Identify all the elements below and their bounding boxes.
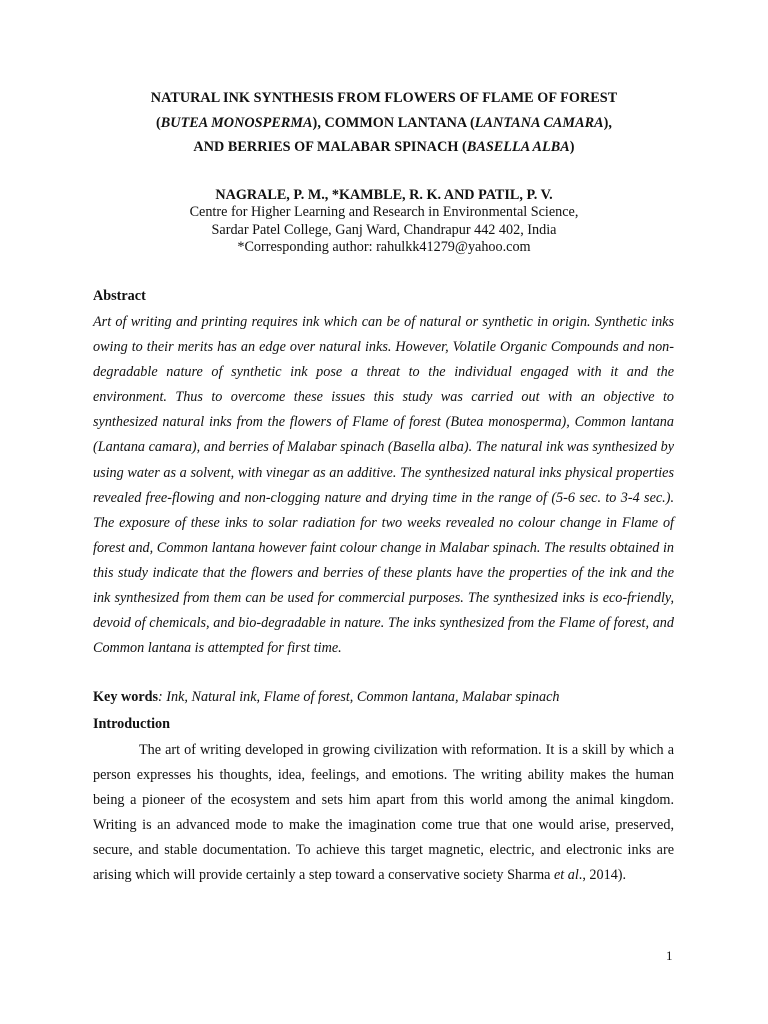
affiliation-line-1: Centre for Higher Learning and Research in Environmental Science, <box>189 204 579 220</box>
keywords <box>93 689 559 706</box>
title-text: ), COMMON LANTANA ( <box>312 114 475 131</box>
species-name: BUTEA MONOSPERMA <box>160 114 313 131</box>
keywords-text: : Ink, Natural ink, Flame of forest, Common lantana, Malabar spinach <box>158 689 560 705</box>
title-line-1: NATURAL INK SYNTHESIS FROM FLOWERS OF FLAME OF FOREST <box>150 90 618 106</box>
citation-et-al: et al <box>553 867 579 883</box>
paper-title <box>0 86 768 160</box>
title-text: ) <box>569 139 575 155</box>
title-text: ), <box>603 114 612 131</box>
introduction-heading: Introduction <box>93 716 170 732</box>
introduction-text <box>93 738 674 888</box>
introduction-paragraph: The art of writing developed in growing civilization with reformation. It is a skill by which a person expresses his thoughts, idea, feelings, and emotions. The writing ability makes the human being a pioneer of the ecosystem and sets him apart from this world among the animal kingdom. Writing is an advanced mode to make the imagination come true that one would arise, preserved, secure, and stable documentation. To achieve this target magnetic, electric, and electronic inks are arising which will provide certainly a step toward a conservative society Sharma <box>93 742 674 883</box>
affiliation-line-2: Sardar Patel College, Ganj Ward, Chandrapur 442 402, India <box>211 221 557 238</box>
title-line-2 <box>0 111 768 136</box>
title-text: ( <box>155 114 161 131</box>
affiliation <box>0 204 768 257</box>
title-text: AND BERRIES OF MALABAR SPINACH ( <box>193 139 467 155</box>
abstract-heading: Abstract <box>93 288 146 304</box>
species-name: LANTANA CAMARA <box>474 114 604 131</box>
author-list: NAGRALE, P. M., *KAMBLE, R. K. AND PATIL, P. V. <box>215 187 553 203</box>
citation-year: ., 2014). <box>578 867 627 883</box>
corresponding-author: *Corresponding author: rahulkk41279@yahoo.com <box>237 239 531 255</box>
page-number: 1 <box>666 948 673 963</box>
species-name: BASELLA ALBA <box>466 139 570 155</box>
title-line-3 <box>0 135 768 160</box>
abstract-text: Art of writing and printing requires ink which can be of natural or synthetic in origin. Synthetic inks owing to their merits has an edge over natural inks. However, Volatile Organic Compounds and non-degradable nature of synthetic ink pose a threat to the individual engaged with it and the environment. Thus to overcome these issues this study was carried out with an objective to synthesized natural inks from the flowers of Flame of forest (Butea monosperma), Common lantana (Lantana camara), and berries of Malabar spinach (Basella alba). The natural ink was synthesized by using water as a solvent, with vinegar as an additive. The synthesized natural inks physical properties revealed free-flowing and non-clogging nature and drying time in the range of (5-6 sec. to 3-4 sec.). The exposure of these inks to solar radiation for two weeks revealed no colour change in Flame of forest and, Common lantana however faint colour change in Malabar spinach. The results obtained in this study indicate that the flowers and berries of these plants have the properties of the ink and the ink synthesized from them can be used for commercial purposes. The synthesized inks is eco-friendly, devoid of chemicals, and bio-degradable in nature. The inks synthesized from the Flame of forest, and Common lantana is attempted for first time. <box>93 314 674 657</box>
keywords-label: Key words <box>93 689 159 705</box>
